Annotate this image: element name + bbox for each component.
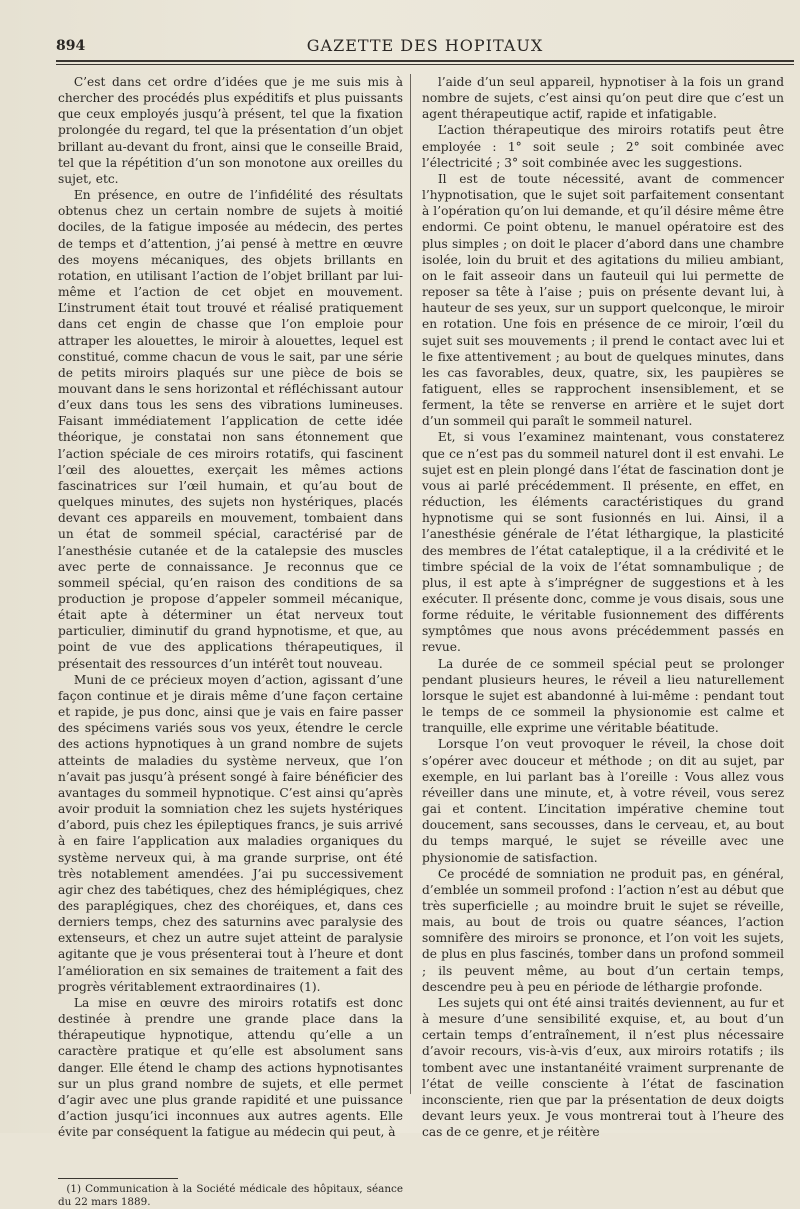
paragraph: Les sujets qui ont été ainsi traités deviennent, au fur et à mesure d’une sensibilité exquise, et, au bout d’un certain temps d’entraînement, il n’est plus nécessaire d’avoir recours, vis-à-vis d’eux, aux miroirs rotatifs ; ils tombent avec une instantanéité vraiment surprenante de l’état de veille consciente à l’état de fascination inconsciente, rien que par la présentation de deux doigts devant leurs yeux. Je vous montrerai tout à l’heure des cas de ce genre, et je réitère bbox=[422, 995, 784, 1140]
header-rule-thin bbox=[56, 64, 794, 65]
running-header bbox=[56, 32, 794, 58]
paragraph: Lorsque l’on veut provoquer le réveil, la chose doit s’opérer avec douceur et méthode ; on dit au sujet, par exemple, en lui parlant bas à l’oreille : Vous allez vous réveiller dans une minute, et, à votre réveil, vous serez gai et content. L’incitation impérative chemine tout doucement, sans secousses, dans le cerveau, et, au bout du temps marqué, le sujet se réveille avec une physionomie de satisfaction. bbox=[422, 737, 784, 865]
right-column bbox=[422, 74, 784, 1140]
page-number: 894 bbox=[56, 38, 86, 54]
paragraph: l’aide d’un seul appareil, hypnotiser à la fois un grand nombre de sujets, c’est ainsi qu’on peut dire que c’est un agent thérapeutique actif, rapide et infatigable. bbox=[422, 75, 784, 122]
paragraph: Muni de ce précieux moyen d’action, agissant d’une façon continue et je dirais même d’une façon certaine et rapide, je pus donc, ainsi que je vais en faire passer des spécimens variés sous vos yeux, étendre le cercle des actions hypnotiques à un grand nombre de sujets atteints de maladies du système nerveux, que l’on n’avait pas jusqu’à présent songé à faire bénéficier des avantages du sommeil hypnotique. C’est ainsi qu’après avoir produit la somniation chez les sujets hystériques d’abord, puis chez les épileptiques francs, je suis arrivé à en faire l’application aux maladies organiques du système nerveux qui, à ma grande surprise, ont été très notablement amendées. J’ai pu successivement agir chez des tabétiques, chez des hémiplégiques, chez des paraplégiques, chez des choréiques, et, dans ces derniers temps, chez des saturnins avec paralysie des extenseurs, et chez un autre sujet atteint de paralysie agitante que je vous présenterai tout à l’heure et dont l’amélioration en six semaines de traitement a fait des progrès véritablement extraordinaires (1). bbox=[58, 672, 403, 994]
journal-title: GAZETTE DES HOPITAUX bbox=[306, 36, 544, 55]
footnote: (1) Communication à la Société médicale des hôpitaux, séance du 22 mars 1889. bbox=[58, 1183, 403, 1209]
footnote-rule bbox=[58, 1178, 178, 1179]
column-divider bbox=[410, 74, 411, 1094]
paragraph: C’est dans cet ordre d’idées que je me suis mis à chercher des procédés plus expéditifs et plus puissants que ceux employés jusqu’à présent, tel que la fixation prolongée du regard, tel que la présentation d’un objet brillant au-devant du front, ainsi que le conseille Braid, tel que la répétition d’un son monotone aux oreilles du sujet, etc. bbox=[58, 75, 403, 186]
paragraph: L’action thérapeutique des miroirs rotatifs peut être employée : 1° soit seule ; 2° soit combinée avec l’électricité ; 3° soit combinée avec les suggestions. bbox=[422, 123, 784, 170]
header-rule-thick bbox=[56, 60, 794, 62]
paragraph: La mise en œuvre des miroirs rotatifs est donc destinée à prendre une grande place dans la thérapeutique hypnotique, attendu qu’elle a un caractère pratique et qu’elle est absolument sans danger. Elle étend le champ des actions hypnotisantes sur un plus grand nombre de sujets, et elle permet d’agir avec une plus grande rapidité et une puissance d’action jusqu’ici inconnues aux autres agents. Elle évite par conséquent la fatigue au médecin qui peut, à bbox=[58, 995, 403, 1140]
paragraph: En présence, en outre de l’infidélité des résultats obtenus chez un certain nombre de sujets à moitié dociles, de la fatigue imposée au médecin, des pertes de temps et d’attention, j’ai pensé à mettre en œuvre des moyens mécaniques, des objets brillants en rotation, en utilisant l’action de l’objet brillant par lui-même et l’action de cet objet en mouvement. L’instrument était tout trouvé et réalisé pratiquement dans cet engin de chasse que l’on emploie pour attraper les alouettes, le miroir à alouettes, lequel est constitué, comme chacun de vous le sait, par une série de petits miroirs plaqués sur une pièce de bois se mouvant dans le sens horizontal et réfléchissant autour d’eux dans tous les sens des vibrations lumineuses. Faisant immédiatement l’application de cette idée théorique, je constatai non sans étonnement que l’action spéciale de ces miroirs rotatifs, qui fascinent l’œil des alouettes, exerçait les mêmes actions fascinatrices sur l’œil humain, et qu’au bout de quelques minutes, des sujets non hystériques, placés devant ces appareils en mouvement, tombaient dans un état de sommeil spécial, caractérisé par de l’anesthésie cutanée et de la catalepsie des muscles avec perte de connaissance. Je reconnus que ce sommeil spécial, qu’en raison des conditions de sa production je propose d’appeler sommeil mécanique, était apte à déterminer un état nerveux tout particulier, diminutif du grand hypnotisme, et que, au point de vue des applications thérapeutiques, il présentait des ressources d’un intérêt tout nouveau. bbox=[58, 188, 403, 671]
paragraph: La durée de ce sommeil spécial peut se prolonger pendant plusieurs heures, le réveil a lieu naturellement lorsque le sujet est abandonné à lui-même : pendant tout le temps de ce sommeil la physionomie est calme et tranquille, elle exprime une véritable béatitude. bbox=[422, 656, 784, 736]
paragraph: Et, si vous l’examinez maintenant, vous constaterez que ce n’est pas du sommeil naturel dont il est envahi. Le sujet est en plein plongé dans l’état de fascination dont je vous ai parlé précédemment. Il présente, en effet, en réduction, les éléments caractéristiques du grand hypnotisme qui se sont fusionnés en lui. Ainsi, il a l’anesthésie générale de l’état léthargique, la plasticité des membres de l’état cataleptique, il a la crédivité et le timbre spécial de la voix de l’état somnambulique ; de plus, il est apte à s’imprégner de suggestions et à les exécuter. Il présente donc, comme je vous disais, sous une forme réduite, le véritable fusionnement des différents symptômes que nous avons précédemment passés en revue. bbox=[422, 430, 784, 655]
left-column bbox=[58, 74, 403, 1209]
paragraph: Il est de toute nécessité, avant de commencer l’hypnotisation, que le sujet soit parfaitement consentant à l’opération qu’on lui demande, et qu’il désire même être endormi. Ce point obtenu, le manuel opératoire est des plus simples ; on doit le placer d’abord dans une chambre isolée, loin du bruit et des agitations du milieu ambiant, on le fait asseoir dans un fauteuil qui lui permette de reposer sa tête à l’aise ; puis on présente devant lui, à hauteur de ses yeux, sur un support quelconque, le miroir en rotation. Une fois en présence de ce miroir, l’œil du sujet suit ses mouvements ; il prend le contact avec lui et le fixe attentivement ; au bout de quelques minutes, dans les cas favorables, deux, quatre, six, les paupières se fatiguent, elles se rapprochent insensiblement, et se ferment, la tête se renverse en arrière et le sujet dort d’un sommeil qui paraît le sommeil naturel. bbox=[422, 171, 784, 429]
paragraph: Ce procédé de somniation ne produit pas, en général, d’emblée un sommeil profond : l’action n’est au début que très superficielle ; au moindre bruit le sujet se réveille, mais, au bout de trois ou quatre séances, l’action somnifère des miroirs se prononce, et l’on voit les sujets, de plus en plus fascinés, tomber dans un profond sommeil ; ils peuvent même, au bout d’un certain temps, descendre peu à peu en période de léthargie profonde. bbox=[422, 866, 784, 994]
